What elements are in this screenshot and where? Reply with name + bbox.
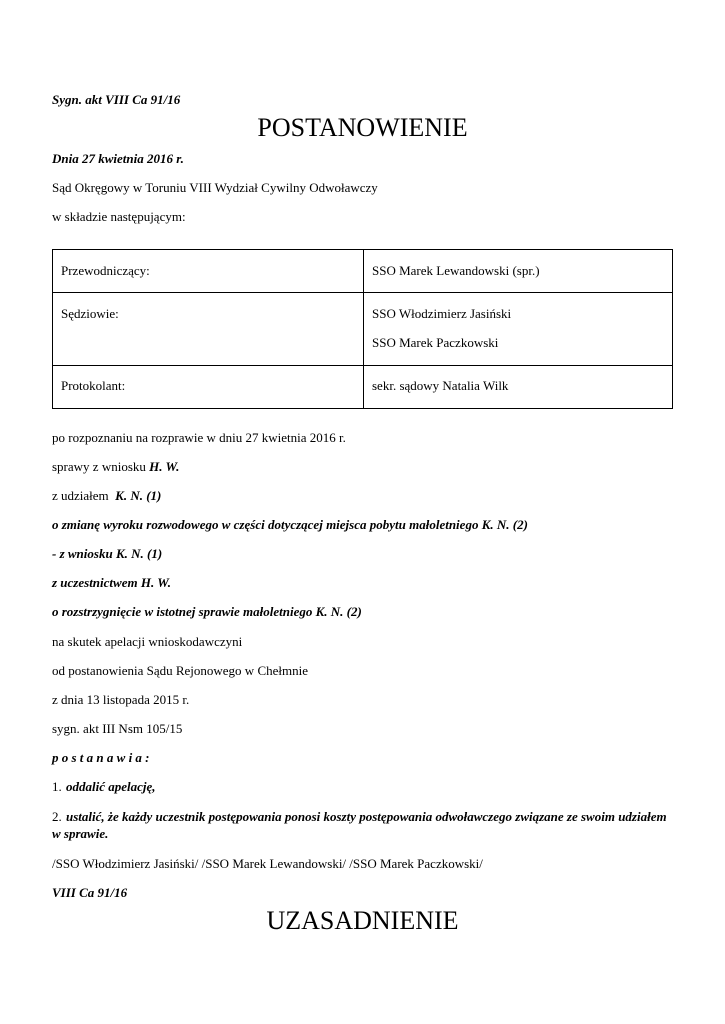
composition-table: [52, 249, 673, 409]
case-signature: Sygn. akt VIII Ca 91/16: [52, 92, 181, 107]
ruling-item: [52, 808, 673, 842]
participant-name: K. N. (1): [115, 488, 162, 503]
case-line: [52, 459, 179, 475]
ruling-text: ustalić, że każdy uczestnik postępowania ponosi koszty postępowania odwoławczego związane ze swoim udziałem w sprawie.: [52, 809, 667, 841]
counter-participant: z uczestnictwem H. W.: [52, 575, 172, 590]
participant-line: [52, 488, 161, 504]
role-label: Protokolant:: [61, 378, 126, 393]
table-row: [53, 366, 673, 409]
footer-case-signature: VIII Ca 91/16: [52, 885, 128, 900]
member-name: SSO Marek Lewandowski (spr.): [372, 263, 540, 278]
subject-line-2: o rozstrzygnięcie w istotnej sprawie małoletniego K. N. (2): [52, 604, 362, 619]
table-row: [53, 250, 673, 293]
ruling-text: oddalić apelację,: [66, 779, 156, 794]
appeal-line: na skutek apelacji wnioskodawczyni: [52, 634, 243, 649]
decides-line: p o s t a n a w i a :: [52, 750, 150, 765]
member-name: sekr. sądowy Natalia Wilk: [372, 378, 509, 393]
ruling-item: [52, 779, 156, 795]
ruling-number: 2.: [52, 809, 62, 824]
hearing-line: po rozpoznaniu na rozprawie w dniu 27 kwietnia 2016 r.: [52, 430, 346, 445]
counter-application: - z wniosku K. N. (1): [52, 546, 163, 561]
member-name: SSO Marek Paczkowski: [372, 335, 499, 350]
case-prefix: sprawy z wniosku: [52, 459, 150, 474]
justification-title: UZASADNIENIE: [266, 906, 459, 935]
role-label: Przewodniczący:: [61, 263, 150, 278]
subject-line: o zmianę wyroku rozwodowego w części dotyczącej miejsca pobytu małoletniego K. N. (2): [52, 517, 528, 532]
lower-court-signature: sygn. akt III Nsm 105/15: [52, 721, 183, 736]
role-label: Sędziowie:: [61, 306, 119, 321]
member-name: SSO Włodzimierz Jasiński: [372, 306, 512, 321]
judge-signatures: /SSO Włodzimierz Jasiński/ /SSO Marek Lewandowski/ /SSO Marek Paczkowski/: [52, 856, 483, 871]
participant-prefix: z udziałem: [52, 488, 116, 503]
applicant-name: H. W.: [149, 459, 180, 474]
appeal-date-line: z dnia 13 listopada 2015 r.: [52, 692, 190, 707]
ruling-number: 1.: [52, 779, 62, 794]
appeal-from-line: od postanowienia Sądu Rejonowego w Chełmnie: [52, 663, 308, 678]
document-title: POSTANOWIENIE: [257, 113, 468, 142]
table-row: [53, 293, 673, 366]
composition-intro: w składzie następującym:: [52, 209, 186, 224]
court-name: Sąd Okręgowy w Toruniu VIII Wydział Cywilny Odwoławczy: [52, 180, 378, 195]
decision-date: Dnia 27 kwietnia 2016 r.: [52, 151, 184, 166]
